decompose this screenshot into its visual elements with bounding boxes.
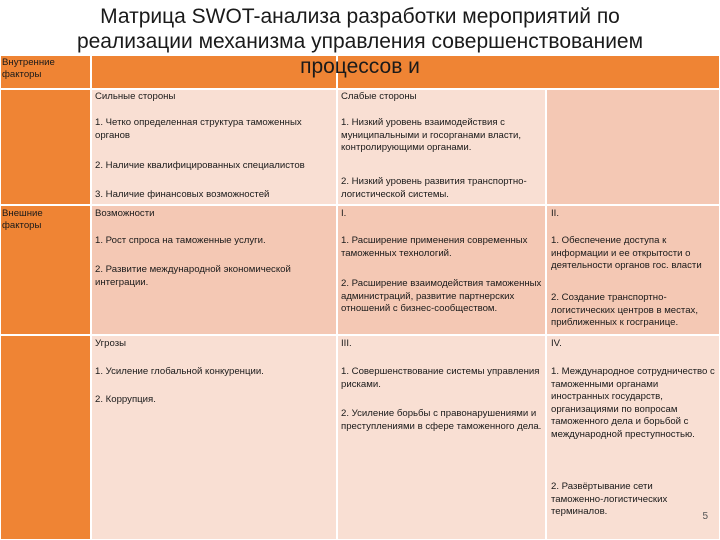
strengths-header: Сильные стороны	[95, 91, 176, 102]
strength-item-1: 1. Четко определенная структура таможенных органов	[95, 117, 302, 141]
quadrant-3-item-2: 2. Усиление борьбы с правонарушениями и преступлениями в сфере таможенного дела.	[341, 408, 542, 432]
weaknesses-header: Слабые стороны	[341, 91, 417, 102]
strength-item-2: 2. Наличие квалифицированных специалистов	[95, 160, 305, 171]
title-text: Матрица SWOT-анализа разработки мероприятий по реализации механизма управления совершенствованием процессов и	[76, 5, 644, 78]
quadrant-1-item-1: 1. Расширение применения современных таможенных технологий.	[341, 235, 528, 259]
page-title	[0, 4, 720, 79]
quadrant-3-item-1: 1. Совершенствование системы управления рисками.	[341, 366, 540, 390]
external-factors-label: Внешние факторы	[2, 208, 43, 231]
quadrant-4-item-2: 2. Развёртывание сети таможенно-логистических терминалов.	[551, 481, 668, 517]
weakness-item-2: 2. Низкий уровень развития транспортно-логистической системы.	[341, 176, 527, 200]
quadrant-3-label: III.	[341, 338, 352, 349]
quadrant-1-cell	[337, 205, 546, 335]
quadrant-1-label: I.	[341, 208, 347, 219]
quadrant-1-item-2: 2. Расширение взаимодействия таможенных администраций, развитие партнерских отношений с бизнес-сообществом.	[341, 278, 542, 314]
threat-item-1: 1. Усиление глобальной конкуренции.	[95, 366, 264, 377]
slide-number: 5	[702, 511, 708, 522]
opportunity-item-1: 1. Рост спроса на таможенные услуги.	[95, 235, 266, 246]
weaknesses-extra-cell	[546, 89, 720, 205]
quadrant-2-label: II.	[551, 208, 559, 219]
quadrant-2-item-2: 2. Создание транспортно-логистических центров в местах, приближенных к госгранице.	[551, 292, 699, 328]
weakness-item-1: 1. Низкий уровень взаимодействия с муниципальными и госорганами власти, контролирующими органами.	[341, 117, 522, 153]
internal-factors-label: Внутренние факторы	[2, 57, 55, 80]
opportunity-item-2: 2. Развитие международной экономической интеграции.	[95, 264, 291, 288]
quadrant-2-item-1: 1. Обеспечение доступа к информации и ее открытости о деятельности органов гос. власти	[551, 235, 702, 271]
strengths-cell	[91, 89, 337, 205]
opportunities-header: Возможности	[95, 208, 155, 219]
threats-side-cell	[0, 335, 91, 540]
strength-item-3: 3. Наличие финансовых возможностей	[95, 189, 270, 200]
threats-header: Угрозы	[95, 338, 127, 349]
threat-item-2: 2. Коррупция.	[95, 394, 156, 405]
quadrant-4-label: IV.	[551, 338, 562, 349]
quadrant-4-item-1: 1. Международное сотрудничество с таможенными органами иностранных государств, организациями по вопросам таможенного дела и борьбой с международной преступностью.	[551, 366, 715, 440]
strengths-side-cell	[0, 89, 91, 205]
